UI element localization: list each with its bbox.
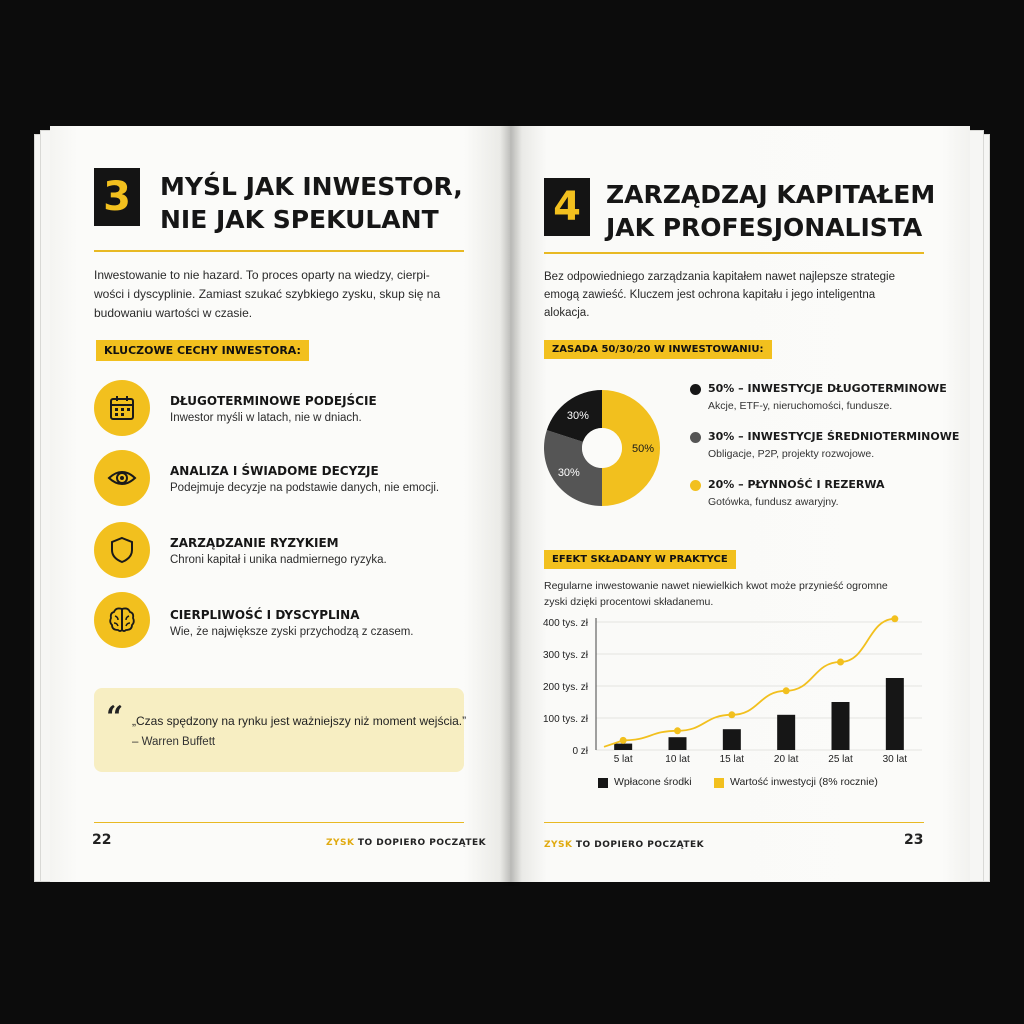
bar bbox=[614, 744, 632, 750]
legend-desc: Akcje, ETF-y, nieruchomości, fundusze. bbox=[708, 400, 893, 412]
page-title bbox=[160, 170, 463, 236]
intro-line: emogą zawieść. Kluczem jest ochrona kapitału i jego inteligentna bbox=[544, 289, 876, 301]
intro-paragraph bbox=[544, 268, 944, 322]
line-point bbox=[891, 615, 898, 622]
bar bbox=[777, 715, 795, 750]
feature-title: ZARZĄDZANIE RYZYKIEM bbox=[170, 536, 339, 550]
y-tick-label: 300 tys. zł bbox=[542, 650, 588, 661]
brand-rest: TO DOPIERO POCZĄTEK bbox=[357, 838, 487, 848]
feature-desc: Wie, że największe zyski przychodzą z czasem. bbox=[170, 626, 414, 638]
legend-title: 50% – INWESTYCJE DŁUGOTERMINOWE bbox=[708, 382, 947, 395]
compound-growth-chart bbox=[530, 614, 930, 764]
bar bbox=[832, 702, 850, 750]
section-intro bbox=[544, 578, 944, 610]
calendar-icon bbox=[107, 393, 137, 423]
y-tick-label: 200 tys. zł bbox=[542, 682, 588, 693]
chapter-number: 4 bbox=[553, 184, 581, 230]
quote-author: – Warren Buffett bbox=[132, 736, 216, 748]
title-line-1: ZARZĄDZAJ KAPITAŁEM bbox=[606, 180, 936, 209]
quote-box bbox=[94, 688, 467, 772]
quote-mark-icon: “ bbox=[106, 700, 124, 735]
intro-line: budowaniu wartości w czasie. bbox=[94, 306, 253, 320]
y-tick-label: 100 tys. zł bbox=[542, 714, 588, 725]
line-series bbox=[623, 619, 895, 741]
legend-label-line: Wartość inwestycji (8% rocznie) bbox=[730, 776, 878, 788]
chapter-number: 3 bbox=[103, 174, 131, 220]
legend-title: 30% – INWESTYCJE ŚREDNIOTERMINOWE bbox=[708, 430, 960, 443]
bar bbox=[886, 678, 904, 750]
footer-brand bbox=[544, 840, 704, 850]
right-page bbox=[510, 126, 970, 882]
eye-icon bbox=[106, 462, 138, 494]
page-title bbox=[606, 178, 935, 244]
line-point bbox=[674, 727, 681, 734]
brain-icon bbox=[106, 604, 138, 636]
x-tick-label: 20 lat bbox=[773, 754, 799, 764]
footer-divider bbox=[94, 822, 464, 823]
title-line-1: MYŚL JAK INWESTOR, bbox=[160, 172, 463, 201]
chapter-number-box bbox=[94, 168, 140, 226]
y-tick-label: 400 tys. zł bbox=[542, 618, 588, 629]
feature-desc: Chroni kapitał i unika nadmiernego ryzyka. bbox=[170, 554, 387, 566]
feature-desc: Inwestor myśli w latach, nie w dniach. bbox=[170, 412, 362, 424]
title-line-2: NIE JAK SPEKULANT bbox=[160, 205, 439, 234]
feature-desc: Podejmuje decyzje na podstawie danych, nie emocji. bbox=[170, 482, 440, 494]
intro-paragraph bbox=[94, 266, 474, 323]
x-tick-label: 25 lat bbox=[828, 754, 853, 764]
section-tag: ZASADA 50/30/20 W INWESTOWANIU: bbox=[544, 340, 772, 359]
line-point bbox=[837, 659, 844, 666]
feature-icon-circle bbox=[94, 380, 150, 436]
legend-title: 20% – PŁYNNOŚĆ I REZERWA bbox=[708, 478, 885, 491]
feature-title: DŁUGOTERMINOWE PODEJŚCIE bbox=[170, 394, 377, 408]
intro-line: wości i dyscyplinie. Zamiast szukać szybkiego zysku, skup się na bbox=[94, 287, 441, 301]
feature-icon-circle bbox=[94, 592, 150, 648]
footer-divider bbox=[544, 822, 924, 823]
section-tag: EFEKT SKŁADANY W PRAKTYCE bbox=[544, 550, 736, 569]
line-point bbox=[728, 711, 735, 718]
brand-highlight: ZYSK bbox=[326, 838, 355, 848]
donut-slice-label: 30% bbox=[557, 467, 580, 480]
feature-icon-circle bbox=[94, 450, 150, 506]
bar bbox=[723, 729, 741, 750]
intro-line: Regularne inwestowanie nawet niewielkich kwot może przynieść ogromne bbox=[544, 580, 888, 592]
title-divider bbox=[544, 252, 924, 254]
footer-brand bbox=[326, 838, 486, 848]
legend-swatch-line bbox=[714, 778, 724, 788]
legend-dot bbox=[690, 480, 701, 491]
legend-desc: Gotówka, fundusz awaryjny. bbox=[708, 496, 839, 508]
line-point bbox=[783, 687, 790, 694]
intro-line: Bez odpowiedniego zarządzania kapitałem nawet najlepsze strategie bbox=[544, 271, 895, 283]
feature-title: ANALIZA I ŚWIADOME DECYZJE bbox=[170, 464, 379, 478]
shield-icon bbox=[107, 535, 137, 565]
feature-title: CIERPLIWOŚĆ I DYSCYPLINA bbox=[170, 608, 360, 622]
legend-dot bbox=[690, 384, 701, 395]
x-tick-label: 10 lat bbox=[665, 754, 690, 764]
legend-swatch-bars bbox=[598, 778, 608, 788]
intro-line: Inwestowanie to nie hazard. To proces oparty na wiedzy, cierpi- bbox=[94, 268, 430, 282]
donut-slice-label: 50% bbox=[631, 443, 655, 455]
brand-highlight: ZYSK bbox=[544, 840, 573, 850]
page-number: 22 bbox=[92, 832, 112, 848]
bar bbox=[669, 737, 687, 750]
title-line-2: JAK PROFESJONALISTA bbox=[606, 213, 923, 242]
page-number: 23 bbox=[904, 832, 924, 848]
feature-icon-circle bbox=[94, 522, 150, 578]
x-tick-label: 5 lat bbox=[613, 754, 633, 764]
book-spine bbox=[500, 120, 522, 886]
donut-hole bbox=[582, 428, 622, 468]
intro-line: alokacja. bbox=[544, 307, 590, 319]
donut-slice-label: 30% bbox=[566, 409, 589, 422]
x-tick-label: 30 lat bbox=[882, 754, 908, 764]
x-tick-label: 15 lat bbox=[719, 754, 745, 764]
quote-text: „Czas spędzony na rynku jest ważniejszy niż moment wejścia.” bbox=[132, 714, 467, 728]
legend-desc: Obligacje, P2P, projekty rozwojowe. bbox=[708, 448, 875, 460]
legend-dot bbox=[690, 432, 701, 443]
allocation-donut-chart bbox=[544, 378, 664, 518]
brand-rest: TO DOPIERO POCZĄTEK bbox=[575, 840, 705, 850]
y-tick-label: 0 zł bbox=[572, 746, 588, 757]
legend-label-bars: Wpłacone środki bbox=[614, 776, 692, 788]
chapter-number-box bbox=[544, 178, 590, 236]
intro-line: zyski dzięki procentowi składanemu. bbox=[544, 596, 714, 608]
section-tag: KLUCZOWE CECHY INWESTORA: bbox=[96, 340, 309, 361]
left-page bbox=[50, 126, 510, 882]
line-point bbox=[620, 737, 627, 744]
title-divider bbox=[94, 250, 464, 252]
